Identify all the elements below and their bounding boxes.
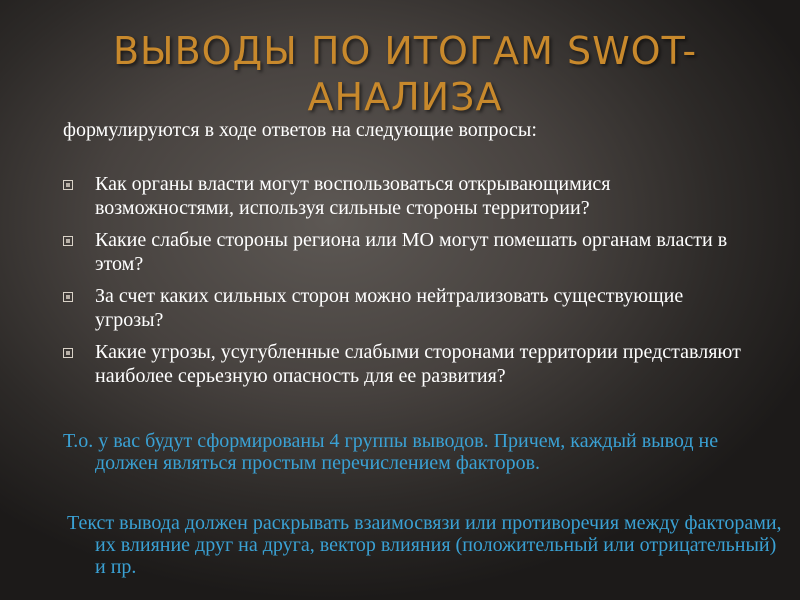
square-bullet-icon (63, 292, 73, 302)
square-bullet-icon (63, 180, 73, 190)
question-list (63, 172, 743, 396)
guidance-note: Текст вывода должен раскрывать взаимосвязи или противоречия между факторами, их влияние друг на друга, вектор влияния (положительный или отрицательный) и пр. (67, 512, 782, 578)
list-item (63, 284, 743, 332)
list-item (63, 172, 743, 220)
slide-title: ВЫВОДЫ ПО ИТОГАМ SWOT-АНАЛИЗА (112, 29, 698, 119)
list-item-text: Как органы власти могут воспользоваться открывающимися возможностями, используя сильные стороны территории? (95, 173, 611, 219)
list-item-text: Какие слабые стороны региона или МО могут помешать органам власти в этом? (95, 229, 728, 275)
summary-note: Т.о. у вас будут сформированы 4 группы выводов. Причем, каждый вывод не должен являться простым перечислением факторов. (63, 430, 719, 474)
list-item (63, 228, 743, 276)
list-item-text: За счет каких сильных сторон можно нейтрализовать существующие угрозы? (95, 285, 684, 331)
square-bullet-icon (63, 348, 73, 358)
intro-text: формулируются в ходе ответов на следующие вопросы: (63, 119, 537, 141)
list-item-text: Какие угрозы, усугубленные слабыми сторонами территории представляют наиболее серьезную опасность для ее развития? (95, 341, 741, 387)
square-bullet-icon (63, 236, 73, 246)
list-item (63, 340, 743, 388)
